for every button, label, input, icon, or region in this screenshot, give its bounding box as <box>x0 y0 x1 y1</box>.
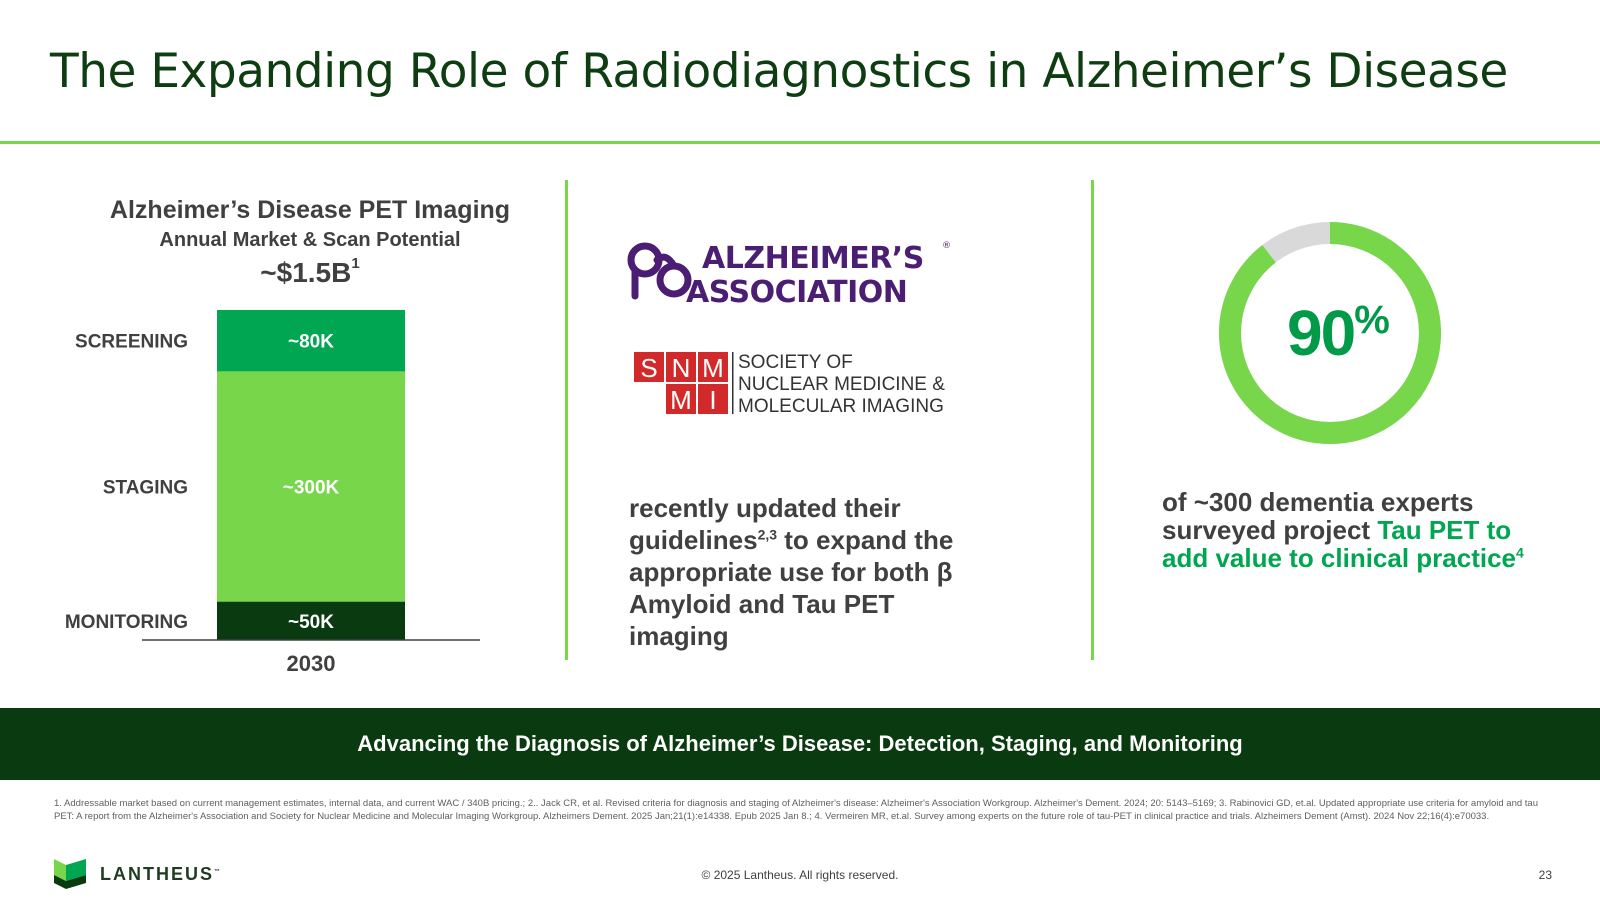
column-divider-right <box>1091 180 1094 660</box>
guidelines-text-part2: to expand the appropriate use for both β Amyloid and Tau PET imaging <box>629 525 954 651</box>
market-value <box>100 257 520 289</box>
snmmi-logo-mark <box>634 352 728 415</box>
chart-heading: Alzheimer’s Disease PET Imaging <box>109 196 511 224</box>
chart-subheading: Annual Market & Scan Potential <box>159 229 461 251</box>
data-label-screening: ~80K <box>288 331 334 353</box>
snmmi-letter: M <box>702 353 724 383</box>
footnotes: 1. Addressable market based on current management estimates, internal data, and current WAC / 340B pricing.; 2.. Jack CR, et al. Revised criteria for diagnosis and staging of Alzheimer's disease: Alzheimer's Association Workgroup. Alzheimer's Dement. 2024; 20: 5143–5169; 3. Rabinovici GD, et.al. Updated appropriate use criteria for amyloid and tau PET: A report from the Alzheimer's Association and Society for Nuclear Medicine and Molecular Imaging Workgroup. Alzheimers Dement. 2025 Jan;21(1):e14338. Epub 2025 Jan 8.; 4. Vermeiren MR, et.al. Survey among experts on the future role of tau-PET in clinical practice and trials. Alzheimers Dement (Amst). 2024 Nov 22;16(4):e70033. <box>54 798 1538 822</box>
copyright: © 2025 Lantheus. All rights reserved. <box>701 868 899 882</box>
bottom-banner: Advancing the Diagnosis of Alzheimer’s Disease: Detection, Staging, and Monitoring <box>0 708 1600 780</box>
guidelines-text <box>629 492 989 652</box>
stacked-bar-chart <box>0 300 520 680</box>
guidelines-text-part1: recently updated their guidelines <box>629 493 901 555</box>
snmmi-letter: S <box>640 353 658 383</box>
market-value-text: ~$1.5B <box>260 257 352 288</box>
alz-logo-line2: ASSOCIATION <box>686 275 908 308</box>
segment-label-staging: STAGING <box>102 477 188 499</box>
x-tick-label: 2030 <box>286 651 336 676</box>
survey-text-plain: of ~300 dementia experts surveyed project <box>1162 487 1474 545</box>
brand-tm: ™ <box>214 869 220 875</box>
snmmi-letter: I <box>709 385 717 415</box>
snmmi-line2: NUCLEAR MEDICINE & <box>738 374 945 395</box>
survey-text <box>1162 488 1542 572</box>
segment-label-screening: SCREENING <box>75 331 188 353</box>
snmmi-logo <box>634 348 954 418</box>
alzheimers-association-logo <box>624 236 960 308</box>
alz-logo-line1: ALZHEIMER’S <box>702 241 924 276</box>
data-label-monitoring: ~50K <box>288 611 334 633</box>
snmmi-line3: MOLECULAR IMAGING <box>738 396 944 417</box>
survey-footnote: 4 <box>1516 544 1524 561</box>
page-number: 23 <box>1538 868 1552 882</box>
alzheimers-association-logo-icon <box>631 246 688 296</box>
snmmi-letter: N <box>671 353 691 383</box>
title-divider <box>0 141 1600 144</box>
data-label-staging: ~300K <box>282 477 340 499</box>
percent-label <box>1287 296 1390 370</box>
brand-text: LANTHEUS <box>100 864 214 884</box>
alz-logo-reg: ® <box>942 241 951 251</box>
survey-text-highlight: Tau PET to add value to clinical practice <box>1162 515 1517 573</box>
page-title: The Expanding Role of Radiodiagnostics in Alzheimer’s Disease <box>50 44 1508 99</box>
guidelines-footnote: 2,3 <box>757 526 778 543</box>
column-divider-left <box>565 180 568 660</box>
percent-symbol: % <box>1354 298 1390 342</box>
segment-label-monitoring: MONITORING <box>64 612 188 633</box>
snmmi-letter: M <box>670 385 692 415</box>
percent-number: 90 <box>1287 297 1355 369</box>
market-value-footnote: 1 <box>351 255 360 272</box>
snmmi-line1: SOCIETY OF <box>738 352 853 373</box>
